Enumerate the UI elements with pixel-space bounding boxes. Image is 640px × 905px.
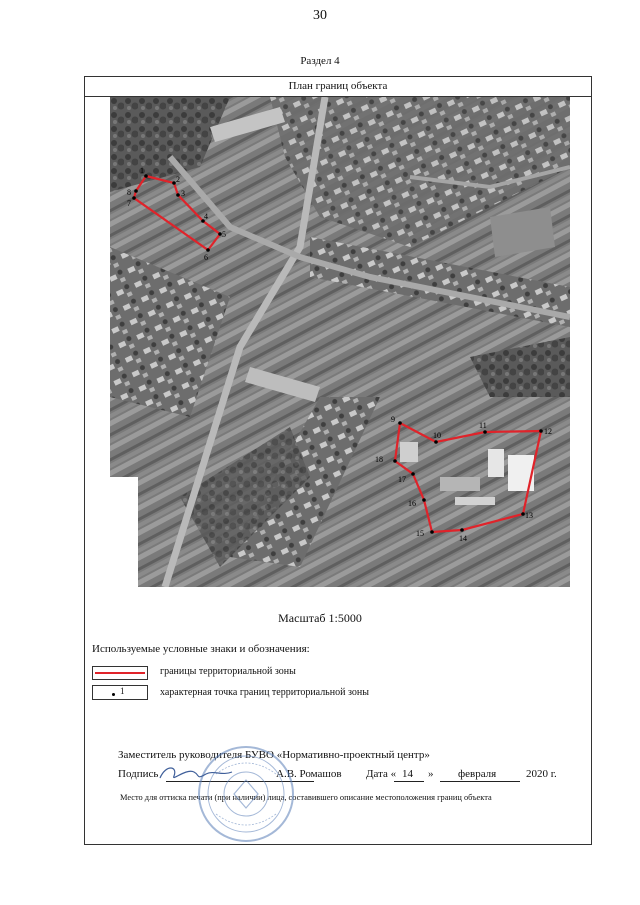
zone-2-point-label: 14 bbox=[459, 534, 467, 543]
date-close-quote: » bbox=[428, 768, 434, 780]
zone-2-point-label: 16 bbox=[408, 499, 416, 508]
zone-2-point-label: 10 bbox=[433, 431, 441, 440]
legend-red-line bbox=[95, 672, 145, 674]
zone-2-point-label: 13 bbox=[525, 511, 533, 520]
zone-2-point-label: 12 bbox=[544, 427, 552, 436]
date-day: 14 bbox=[402, 768, 413, 780]
legend-point-symbol bbox=[92, 685, 148, 700]
zone-2-point-label: 11 bbox=[479, 421, 487, 430]
date-day-underline bbox=[394, 781, 424, 782]
page-number: 30 bbox=[313, 8, 327, 23]
zone-2-point-label: 17 bbox=[398, 475, 406, 484]
signature-label: Подпись bbox=[118, 768, 159, 780]
section-title: Раздел 4 bbox=[300, 55, 340, 67]
date-month: февраля bbox=[458, 768, 497, 780]
legend-point-label: характерная точка границ территориальной зоны bbox=[160, 687, 369, 698]
signer-name: А.В. Ромашов bbox=[276, 768, 342, 780]
deputy-title: Заместитель руководителя БУВО «Нормативно-проектный центр» bbox=[118, 749, 430, 761]
legend-point-dot bbox=[112, 693, 115, 696]
zone-1-point-label: 2 bbox=[176, 175, 180, 184]
zone-1-point-label: 6 bbox=[204, 253, 208, 262]
zone-1-point-label: 8 bbox=[127, 188, 131, 197]
legend-line-symbol bbox=[92, 666, 148, 680]
zone-2-point-label: 9 bbox=[391, 415, 395, 424]
zone-1-point-label: 3 bbox=[181, 189, 185, 198]
map-imagery bbox=[110, 97, 570, 587]
legend-title: Используемые условные знаки и обозначения: bbox=[92, 643, 310, 655]
date-label: Дата « bbox=[366, 768, 397, 780]
zone-1-point-label: 7 bbox=[127, 199, 131, 208]
date-year: 2020 г. bbox=[526, 768, 557, 780]
date-month-underline bbox=[440, 781, 520, 782]
zone-1-point-label: 5 bbox=[222, 230, 226, 239]
zone-1-point-label: 1 bbox=[140, 166, 144, 175]
plan-title: План границ объекта bbox=[85, 77, 591, 97]
aerial-map bbox=[110, 97, 570, 587]
stamp-note: Место для оттиска печати (при наличии) лица, составившего описание местоположения границ объекта bbox=[120, 793, 492, 802]
legend-line-label: границы территориальной зоны bbox=[160, 666, 296, 677]
zone-2-point-label: 18 bbox=[375, 455, 383, 464]
legend-point-number: 1 bbox=[120, 686, 125, 696]
scale-label: Масштаб 1:5000 bbox=[278, 611, 362, 625]
handwritten-signature bbox=[156, 762, 236, 784]
zone-1-point-label: 4 bbox=[204, 212, 208, 221]
seal-stamp bbox=[196, 744, 296, 844]
zone-2-point-label: 15 bbox=[416, 529, 424, 538]
